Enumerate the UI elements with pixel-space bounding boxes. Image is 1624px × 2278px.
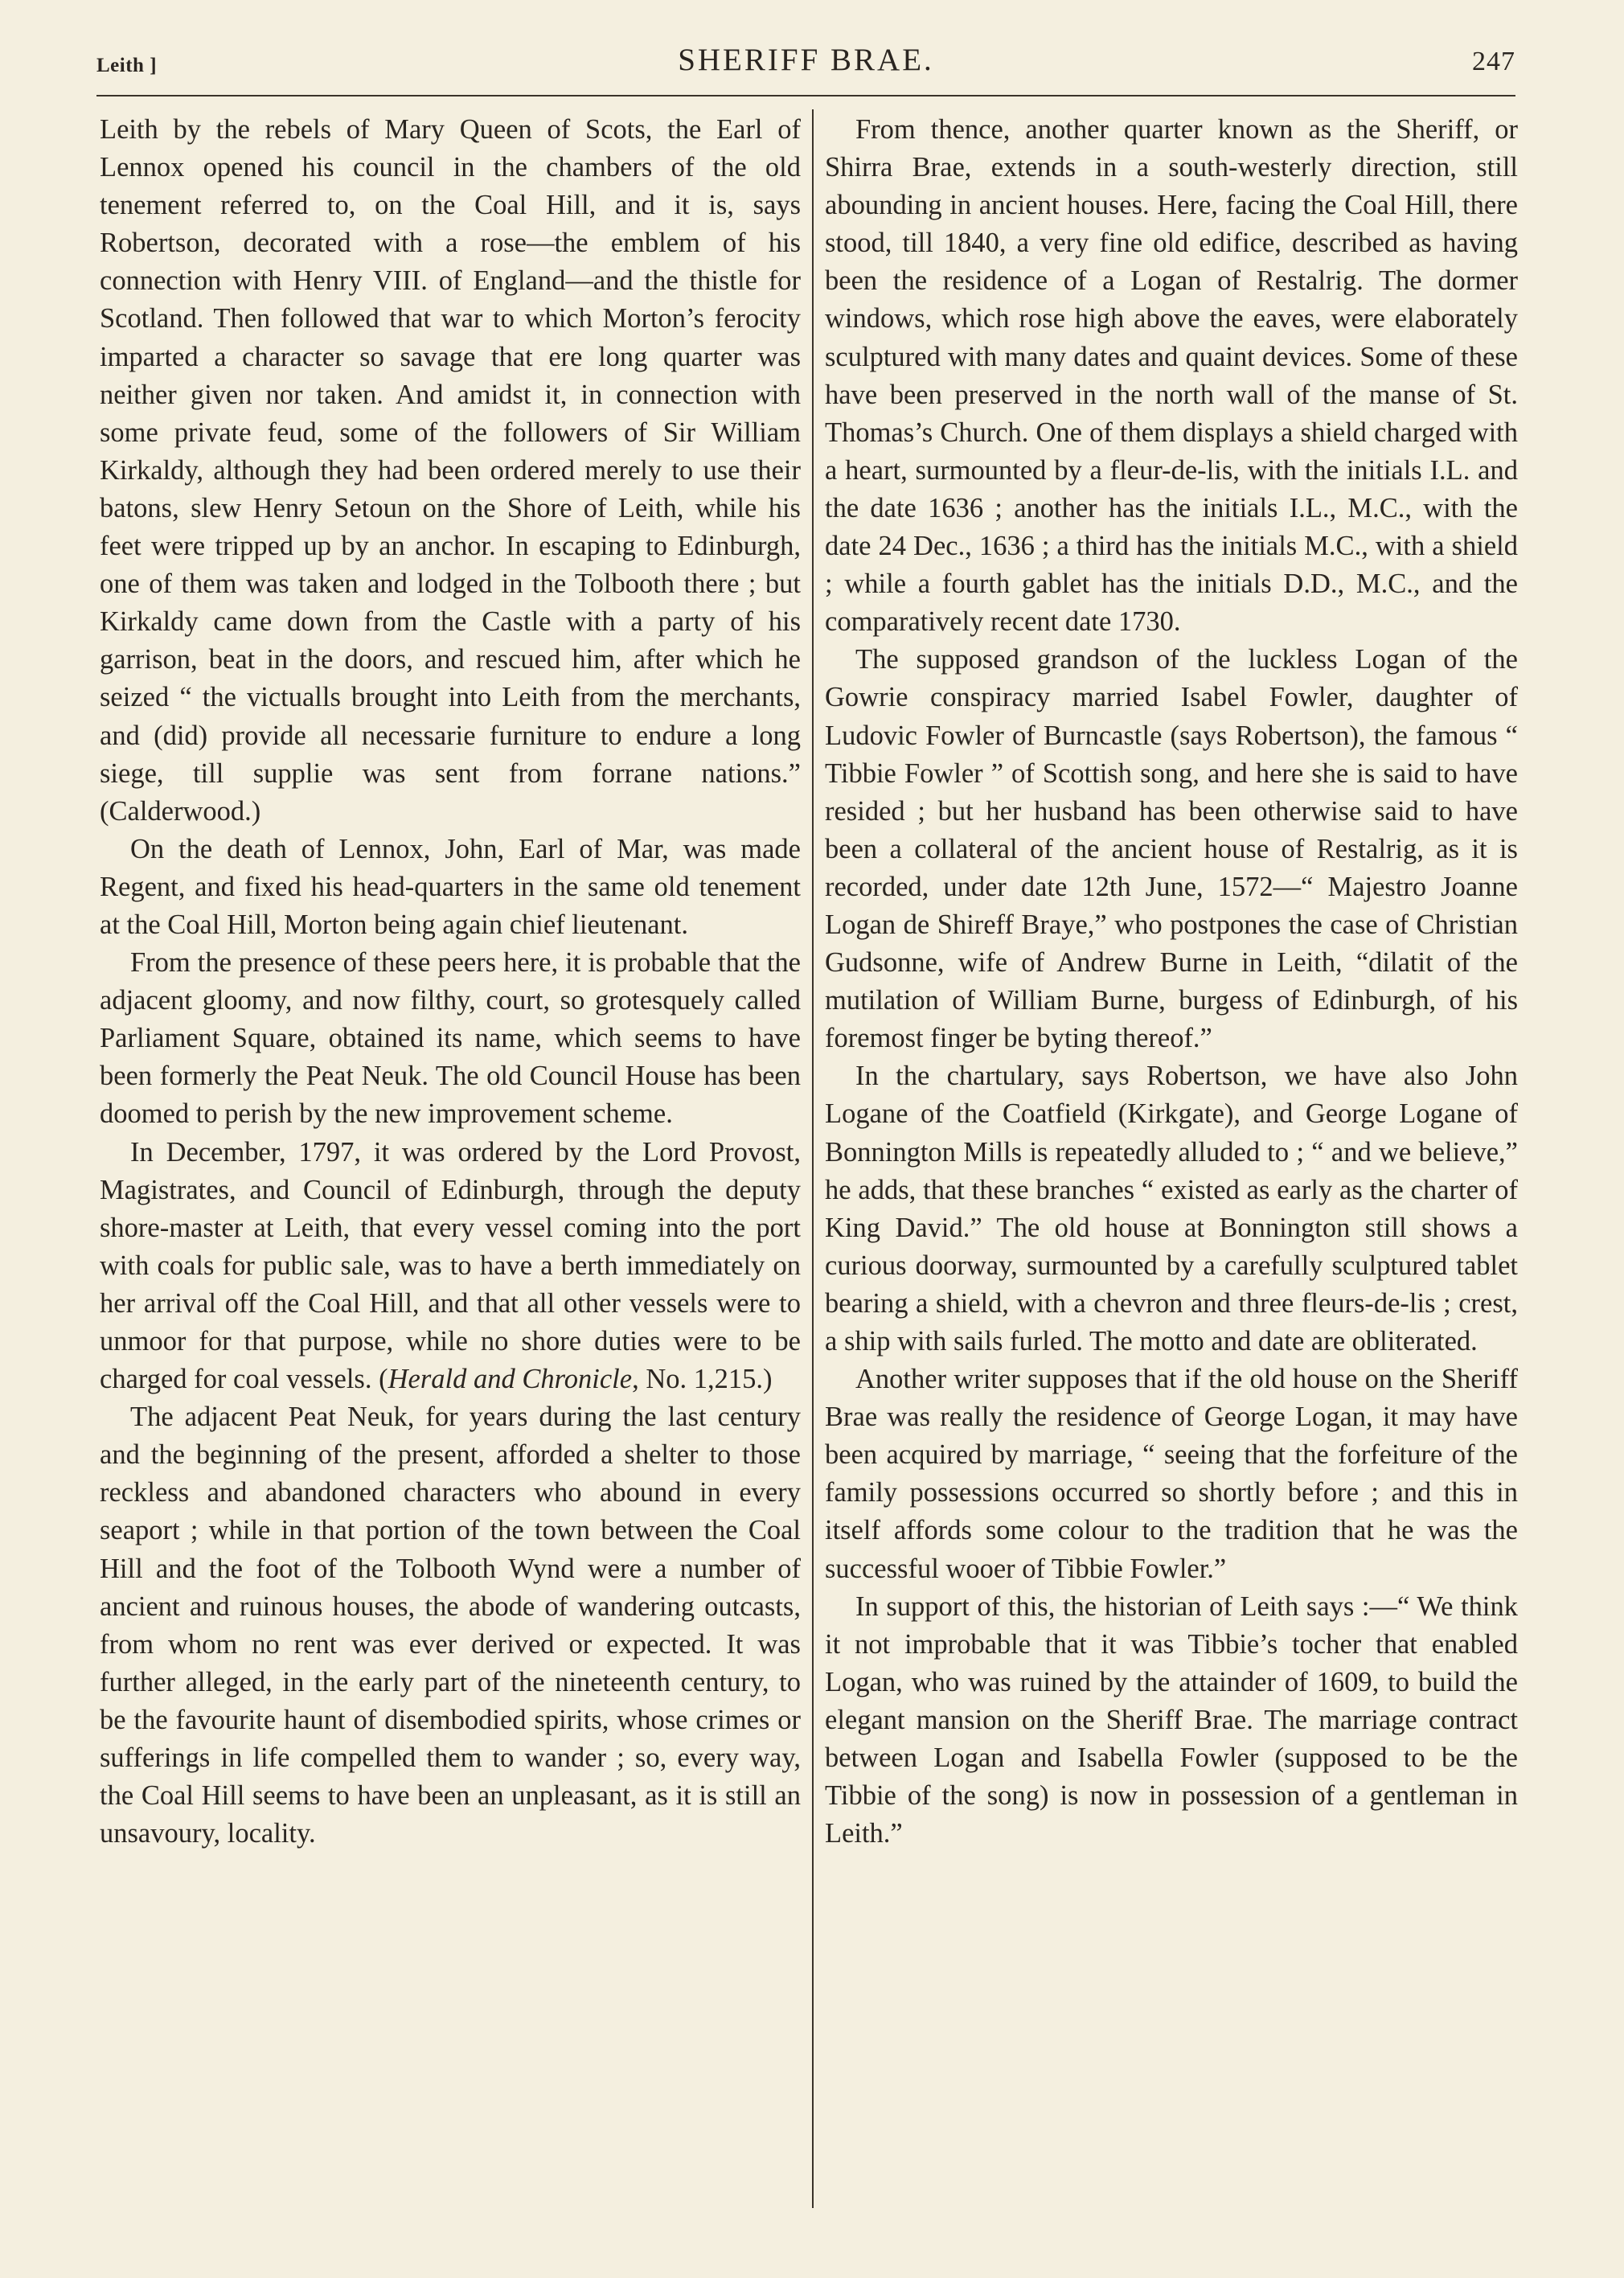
paragraph: From thence, another quarter known as the Sheriff, or Shirra Brae, extends in a south-westerly direction, still abounding in ancient houses. Here, facing the Coal Hill, there stood, till 1840, a very fine old edifice, described as having been the residence of a Logan of Restalrig. The dormer windows, which rose high above the eaves, were elaborately sculptured with many dates and quaint devices. Some of these have been preserved in the north wall of the manse of St. Thomas’s Church. One of them displays a shield charged with a heart, surmounted by a fleur-de-lis, with the initials I.L. and the date 1636 ; another has the initials I.L., M.C., with the date 24 Dec., 1636 ; a third has the initials M.C., with a shield ; while a fourth gablet has the initials D.D., M.C., and the comparatively recent date 1730. [825,114,1518,638]
paragraph: The adjacent Peat Neuk, for years during the last century and the beginning of the present, afforded a shelter to those reckless and abandoned characters who abound in every seaport ; while in that portion of the town between the Coal Hill and the foot of the Tolbooth Wynd were a number of ancient and ruinous houses, the abode of wandering outcasts, from whom no rent was ever derived or expected. It was further alleged, in the early part of the nineteenth century, to be the favourite haunt of disembodied spirits, whose crimes or sufferings in life compelled them to wander ; so, every way, the Coal Hill seems to have been an unpleasant, as it is still an unsavoury, locality. [100,1402,801,1849]
paragraph: In support of this, the historian of Leith says :—“ We think it not improbable that it was Tibbie’s tocher that enabled Logan, who was ruined by the attainder of 1609, to build the elegant mansion on the Sheriff Brae. The marriage contract between Logan and Isabella Fowler (supposed to be the Tibbie of the song) is now in possession of a gentleman in Leith.” [825,1590,1518,1849]
citation-rest: , No. 1,215.) [632,1364,773,1395]
header-rule [96,95,1515,96]
citation-open: ( [371,1364,388,1395]
paragraph: The supposed grandson of the luckless Logan of the Gowrie conspiracy married Isabel Fowler, daughter of Ludovic Fowler of Burncastle (says Robertson), the famous “ Tibbie Fowler ” of Scottish song, and here she is said to have resided ; but her husband has been otherwise said to have been a collateral of the ancient house of Restalrig, as it is recorded, under date 12th June, 1572—“ Majestro Joanne Logan de Shireff Braye,” who postpones the case of Christian Gudsonne, wife of Andrew Burne in Leith, “dilatit of the mutilation of William Burne, burgess of Edinburgh, of his foremost finger be byting thereof.” [825,644,1518,1054]
right-column [825,111,1518,1853]
citation-title: Herald and Chronicle [388,1364,633,1395]
page-number: 247 [1472,47,1515,76]
paragraph: On the death of Lennox, John, Earl of Mar, was made Regent, and fixed his head-quarters in the same old tenement at the Coal Hill, Morton being again chief lieutenant. [100,833,801,940]
paragraph: From the presence of these peers here, it is probable that the adjacent gloomy, and now filthy, court, so grotesquely called Parliament Square, obtained its name, which seems to have been formerly the Peat Neuk. The old Council House has been doomed to perish by the new improvement scheme. [100,947,801,1130]
paragraph: In the chartulary, says Robertson, we have also John Logane of the Coatfield (Kirkgate), and George Logane of Bonnington Mills is repeatedly alluded to ; “ and we believe,” he adds, that these branches “ existed as early as the charter of King David.” The old house at Bonnington still shows a curious doorway, surmounted by a carefully sculptured tablet bearing a shield, with a chevron and three fleurs-de-lis ; crest, a ship with sails furled. The motto and date are obliterated. [825,1061,1518,1357]
page-header [96,42,1515,106]
paragraph-text: In December, 1797, it was ordered by the Lord Provost, Magistrates, and Council of Edinburgh, through the deputy shore-master at Leith, that every vessel coming into the port with coals for public sale, was to have a berth immediately on her arrival off the Coal Hill, and that all other vessels were to unmoor for that purpose, while no shore duties were to be charged for coal vessels. [100,1136,801,1395]
paragraph-with-citation [100,1134,801,1399]
page-title: SHERIFF BRAE. [678,43,934,77]
paragraph: Another writer supposes that if the old house on the Sheriff Brae was really the residence of George Logan, it may have been acquired by marriage, “ seeing that the forfeiture of the family possessions occurred so shortly before ; and this in itself affords some colour to the tradition that he was the successful wooer of Tibbie Fowler.” [825,1364,1518,1584]
left-column [100,111,801,1853]
paragraph: Leith by the rebels of Mary Queen of Scots, the Earl of Lennox opened his council in the chambers of the old tenement referred to, on the Coal Hill, and it is, says Robertson, decorated with a rose—the emblem of his connection with Henry VIII. of England—and the thistle for Scotland. Then followed that war to which Morton’s ferocity imparted a character so savage that ere long quarter was neither given nor taken. And amidst it, in connection with some private feud, some of the followers of Sir William Kirkaldy, although they had been ordered merely to use their batons, slew Henry Setoun on the Shore of Leith, while his feet were tripped up by an anchor. In escaping to Edinburgh, one of them was taken and lodged in the Tolbooth there ; but Kirkaldy came down from the Castle with a party of his garrison, beat in the doors, and rescued him, after which he seized “ the victualls brought into Leith from the merchants, and (did) provide all necessarie furniture to endure a long siege, till supplie was sent from forrane nations.” (Calderwood.) [100,114,801,827]
column-divider [812,109,814,2208]
running-head-left: Leith ] [96,55,158,76]
